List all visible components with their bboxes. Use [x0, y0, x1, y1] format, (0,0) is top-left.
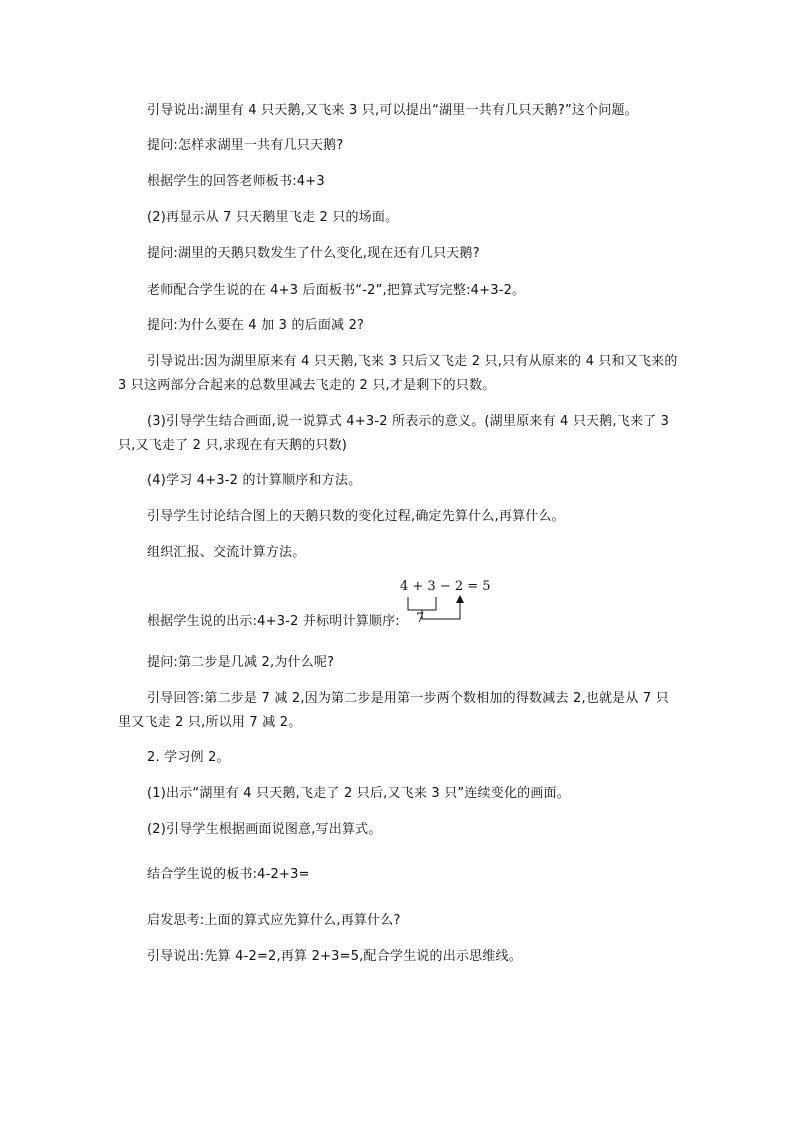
text-line: 根据学生说的出示:4+3-2 并标明计算顺序: — [147, 614, 400, 629]
text-line: 2. 学习例 2。 — [147, 750, 230, 765]
text-line: (2)引导学生根据画面说图意,写出算式。 — [147, 822, 382, 837]
text-line: (4)学习 4+3-2 的计算顺序和方法。 — [147, 473, 362, 488]
text-line: (1)出示“湖里有 4 只天鹅,飞走了 2 只后,又飞来 3 只”连续变化的画面。 — [147, 786, 570, 801]
paragraph: 引导说出:因为湖里原来有 4 只天鹅,飞来 3 只后又飞走 2 只,只有从原来的 4 只和又飞来的 3 只这两部分合起来的总数里减去飞走的 2 只,才是剩下的只数。 — [118, 354, 678, 393]
text-line: 提问:湖里的天鹅只数发生了什么变化,现在还有几只天鹅? — [147, 246, 480, 261]
paragraph: 引导回答:第二步是 7 减 2,因为第二步是用第一步两个数相加的得数减去 2,也就是从 7 只里又飞走 2 只,所以用 7 减 2。 — [118, 691, 669, 730]
text-line: 结合学生说的板书:4-2+3= — [147, 867, 310, 882]
text-line: 引导学生讨论结合图上的天鹅只数的变化过程,确定先算什么,再算什么。 — [147, 509, 565, 524]
text-line: 老师配合学生说的在 4+3 后面板书“-2”,把算式写完整:4+3-2。 — [147, 283, 526, 298]
text-line: 提问:怎样求湖里一共有几只天鹅? — [147, 138, 344, 153]
arrow-up-icon — [456, 595, 464, 603]
text-line: 提问:为什么要在 4 加 3 的后面减 2? — [147, 318, 365, 333]
text-line: 提问:第二步是几减 2,为什么呢? — [147, 655, 335, 670]
text-line: 引导说出:湖里有 4 只天鹅,又飞来 3 只,可以提出“湖里一共有几只天鹅?”这个问题。 — [147, 103, 638, 118]
text-line: 根据学生的回答老师板书:4+3 — [147, 174, 325, 189]
text-line: 启发思考:上面的算式应先算什么,再算什么? — [147, 913, 401, 928]
text-line: 组织汇报、交流计算方法。 — [147, 545, 306, 560]
calculation-order-diagram — [400, 579, 510, 627]
text-line: (2)再显示从 7 只天鹅里飞走 2 只的场面。 — [147, 210, 399, 225]
intermediate-result: 7 — [416, 611, 425, 626]
text-line: 引导说出:先算 4-2=2,再算 2+3=5,配合学生说的出示思维线。 — [147, 949, 522, 964]
paragraph: (3)引导学生结合画面,说一说算式 4+3-2 所表示的意义。(湖里原来有 4 只天鹅,飞来了 3 只,又飞走了 2 只,求现在有天鹅的只数) — [118, 414, 670, 453]
math-expression: 4 + 3 − 2 = 5 — [400, 579, 491, 594]
